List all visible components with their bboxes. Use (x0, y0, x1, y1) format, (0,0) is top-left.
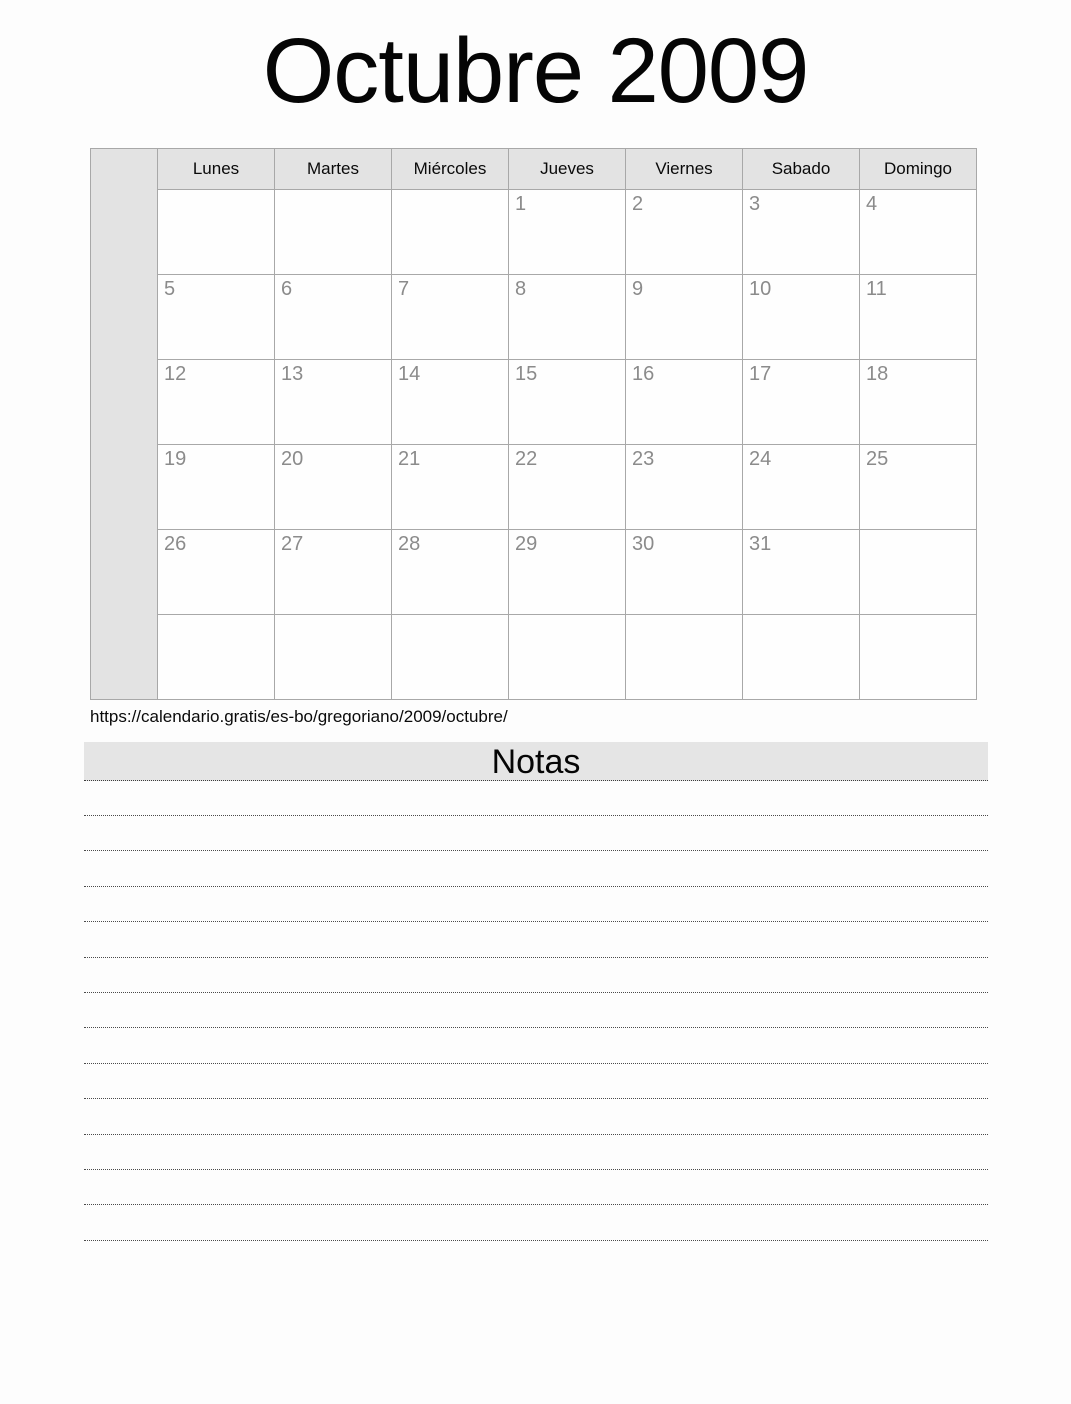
day-number: 4 (866, 192, 878, 215)
day-number: 14 (398, 362, 421, 385)
note-line (84, 781, 988, 816)
day-cell-20 (275, 444, 392, 529)
day-number: 29 (515, 532, 538, 555)
day-header-7: Domingo (860, 148, 977, 189)
calendar-gutter-column (91, 148, 158, 699)
day-cell-4 (860, 189, 977, 274)
calendar-header-row (91, 148, 977, 189)
day-number: 13 (281, 362, 304, 385)
day-header-5: Viernes (626, 148, 743, 189)
day-cell-empty (860, 529, 977, 614)
day-cell-25 (860, 444, 977, 529)
day-number: 17 (749, 362, 772, 385)
day-cell-10 (743, 274, 860, 359)
calendar-week-row (91, 189, 977, 274)
note-line (84, 1099, 988, 1134)
day-cell-11 (860, 274, 977, 359)
calendar-week-row (91, 359, 977, 444)
day-number: 28 (398, 532, 421, 555)
day-cell-9 (626, 274, 743, 359)
day-number: 31 (749, 532, 772, 555)
day-number: 24 (749, 447, 772, 470)
notes-title: Notas (84, 742, 988, 781)
day-cell-empty (626, 614, 743, 699)
day-number: 5 (164, 277, 176, 300)
day-number: 26 (164, 532, 187, 555)
note-line (84, 922, 988, 957)
day-cell-empty (392, 614, 509, 699)
note-line (84, 1064, 988, 1099)
page-title: Octubre 2009 (262, 20, 809, 122)
day-cell-empty (275, 614, 392, 699)
day-cell-3 (743, 189, 860, 274)
day-cell-empty (275, 189, 392, 274)
day-number: 3 (749, 192, 761, 215)
day-number: 11 (866, 277, 887, 300)
day-cell-empty (509, 614, 626, 699)
day-cell-28 (392, 529, 509, 614)
day-cell-15 (509, 359, 626, 444)
day-cell-24 (743, 444, 860, 529)
day-number: 12 (164, 362, 187, 385)
day-number: 9 (632, 277, 644, 300)
note-line (84, 887, 988, 922)
day-cell-31 (743, 529, 860, 614)
note-line (84, 851, 988, 886)
day-header-2: Martes (275, 148, 392, 189)
day-number: 10 (749, 277, 772, 300)
note-line (84, 1170, 988, 1205)
day-header-6: Sabado (743, 148, 860, 189)
day-cell-8 (509, 274, 626, 359)
day-number: 15 (515, 362, 538, 385)
day-cell-26 (158, 529, 275, 614)
calendar-table (90, 148, 977, 700)
day-cell-16 (626, 359, 743, 444)
day-header-4: Jueves (509, 148, 626, 189)
note-line (84, 816, 988, 851)
day-number: 2 (632, 192, 644, 215)
day-cell-21 (392, 444, 509, 529)
day-cell-14 (392, 359, 509, 444)
note-line (84, 1205, 988, 1240)
day-cell-6 (275, 274, 392, 359)
day-number: 22 (515, 447, 538, 470)
day-cell-2 (626, 189, 743, 274)
calendar (90, 148, 1071, 700)
day-cell-27 (275, 529, 392, 614)
day-cell-22 (509, 444, 626, 529)
day-number: 21 (398, 447, 421, 470)
day-number: 16 (632, 362, 655, 385)
day-number: 19 (164, 447, 187, 470)
day-cell-17 (743, 359, 860, 444)
day-number: 6 (281, 277, 293, 300)
day-cell-empty (860, 614, 977, 699)
day-number: 18 (866, 362, 889, 385)
day-cell-empty (158, 614, 275, 699)
day-cell-7 (392, 274, 509, 359)
calendar-week-row (91, 274, 977, 359)
day-number: 23 (632, 447, 655, 470)
calendar-week-row (91, 614, 977, 699)
calendar-week-row (91, 444, 977, 529)
note-line (84, 993, 988, 1028)
day-cell-12 (158, 359, 275, 444)
day-cell-19 (158, 444, 275, 529)
calendar-week-row (91, 529, 977, 614)
day-cell-empty (158, 189, 275, 274)
notes-section (84, 742, 988, 1241)
day-header-3: Miércoles (392, 148, 509, 189)
day-number: 27 (281, 532, 304, 555)
day-cell-18 (860, 359, 977, 444)
day-header-1: Lunes (158, 148, 275, 189)
day-cell-empty (743, 614, 860, 699)
day-cell-1 (509, 189, 626, 274)
day-number: 8 (515, 277, 527, 300)
source-url: https://calendario.gratis/es-bo/gregoriano/2009/octubre/ (90, 706, 508, 726)
day-cell-29 (509, 529, 626, 614)
note-line (84, 1028, 988, 1063)
day-cell-13 (275, 359, 392, 444)
notes-lines (84, 781, 988, 1241)
day-number: 30 (632, 532, 655, 555)
day-cell-empty (392, 189, 509, 274)
day-cell-23 (626, 444, 743, 529)
day-number: 7 (398, 277, 410, 300)
day-cell-5 (158, 274, 275, 359)
day-number: 20 (281, 447, 304, 470)
day-number: 25 (866, 447, 889, 470)
note-line (84, 1135, 988, 1170)
note-line (84, 958, 988, 993)
day-number: 1 (515, 192, 527, 215)
day-cell-30 (626, 529, 743, 614)
